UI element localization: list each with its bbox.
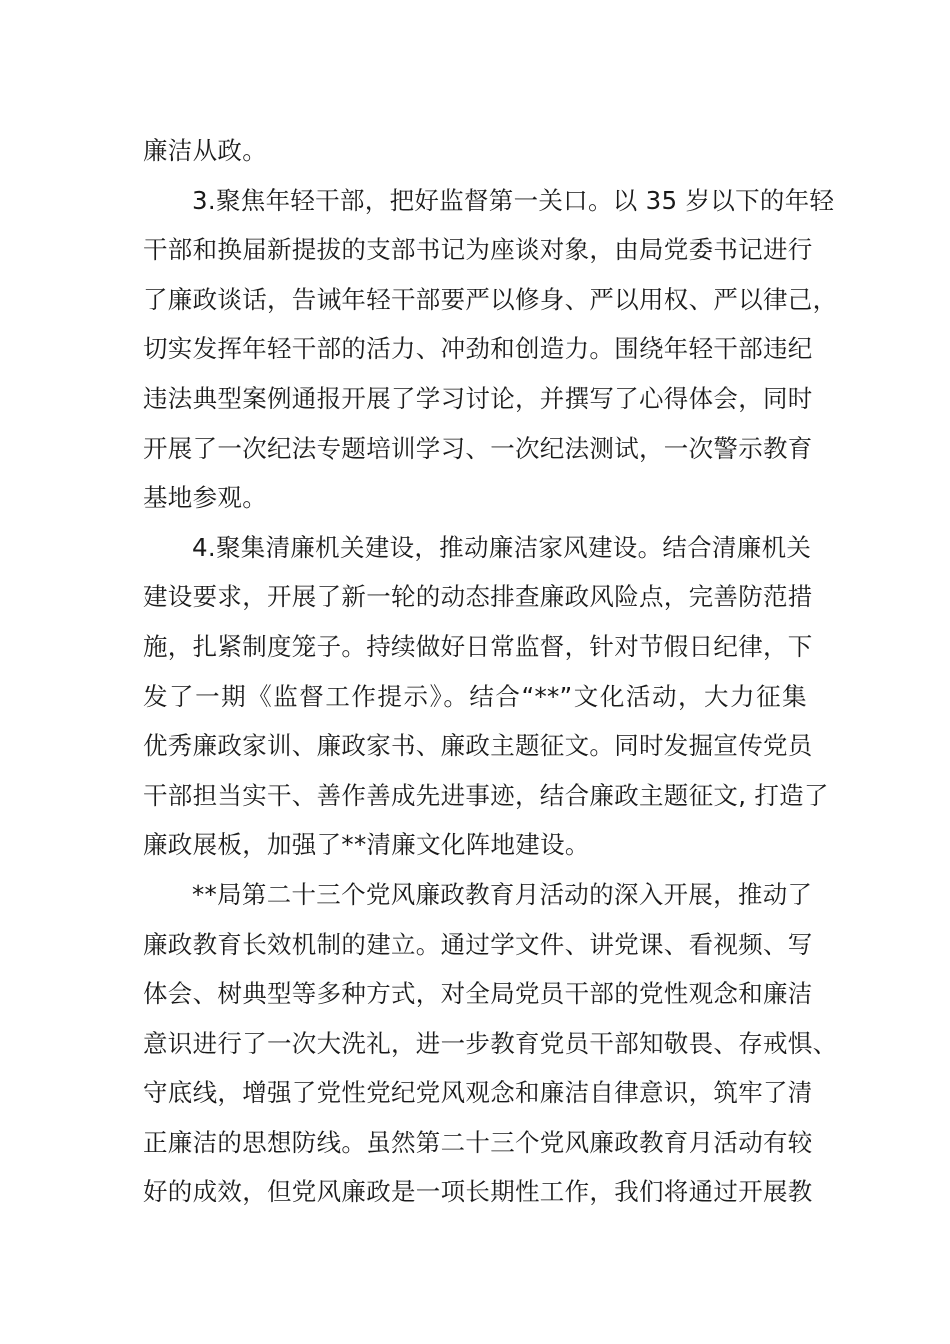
- text-line: 好的成效，但党风廉政是一项长期性工作，我们将通过开展教: [143, 1177, 813, 1207]
- text-line: 意识进行了一次大洗礼，进一步教育党员干部知敬畏、存戒惧、: [143, 1028, 838, 1058]
- text-line: 体会、树典型等多种方式，对全局党员干部的党性观念和廉洁: [143, 979, 813, 1009]
- text-line: 廉政教育长效机制的建立。通过学文件、讲党课、看视频、写: [143, 929, 813, 959]
- text-line: 建设要求，开展了新一轮的动态排查廉政风险点，完善防范措: [143, 582, 813, 612]
- text-line: 守底线，增强了党性党纪党风观念和廉洁自律意识，筑牢了清: [143, 1078, 813, 1108]
- paragraph-young-cadres: [143, 176, 838, 523]
- paragraph-clean-institution: [143, 523, 829, 870]
- text-line: 优秀廉政家训、廉政家书、廉政主题征文。同时发掘宣传党员: [143, 731, 813, 761]
- text-line: 违法典型案例通报开展了学习讨论，并撰写了心得体会，同时: [143, 383, 813, 413]
- text-line: 干部担当实干、善作善成先进事迹，结合廉政主题征文, 打造了: [143, 780, 829, 810]
- text-line: 开展了一次纪法专题培训学习、一次纪法测试，一次警示教育: [143, 433, 813, 463]
- text-line: 干部和换届新提拔的支部书记为座谈对象，由局党委书记进行: [143, 235, 813, 265]
- text-line: 了廉政谈话，告诫年轻干部要严以修身、严以用权、严以律己，: [143, 284, 838, 314]
- text-line: 基地参观。: [143, 483, 267, 513]
- paragraph-summary: [143, 870, 838, 1217]
- text-line: 切实发挥年轻干部的活力、冲劲和创造力。围绕年轻干部违纪: [143, 334, 813, 364]
- text-line: **局第二十三个党风廉政教育月活动的深入开展，推动了: [192, 879, 813, 909]
- text-line: 施，扎紧制度笼子。持续做好日常监督，针对节假日纪律，下: [143, 631, 813, 661]
- text-line: 廉洁从政。: [143, 136, 267, 165]
- text-line: 发了一期《监督工作提示》。结合“**”文化活动，大力征集: [143, 681, 807, 711]
- text-line: 3.聚焦年轻干部，把好监督第一关口。以 35 岁以下的年轻: [192, 185, 835, 215]
- text-line: 廉政展板，加强了**清廉文化阵地建设。: [143, 830, 590, 860]
- text-line: 正廉洁的思想防线。虽然第二十三个党风廉政教育月活动有较: [143, 1127, 813, 1157]
- text-line: 4.聚集清廉机关建设，推动廉洁家风建设。结合清廉机关: [192, 532, 812, 562]
- paragraph-continuation: [143, 126, 807, 176]
- document-body: [143, 126, 838, 1217]
